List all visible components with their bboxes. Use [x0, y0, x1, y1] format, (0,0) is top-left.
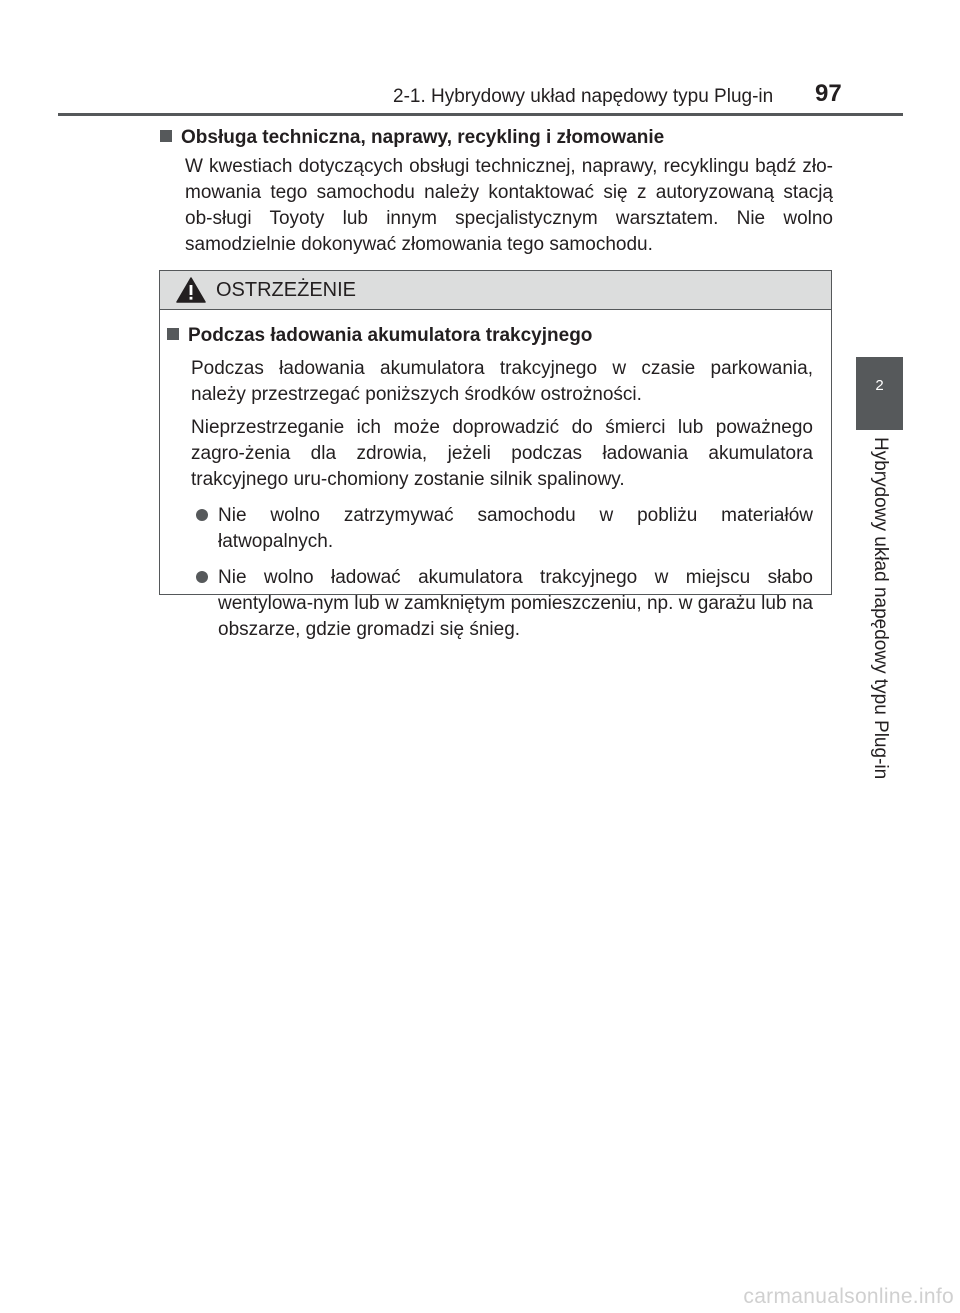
section-heading — [160, 125, 833, 151]
warning-triangle-icon — [176, 277, 206, 303]
warning-title: OSTRZEŻENIE — [216, 278, 357, 301]
warning-heading — [167, 323, 813, 349]
round-bullet-icon — [196, 571, 208, 583]
warning-paragraph: Nieprzestrzeganie ich może doprowadzić do śmierci lub poważnego zagro-żenia dla zdrowia, jeżeli podczas ładowania akumulatora trakcyjnego uru-chomiony zostanie silnik spalinowy. — [191, 417, 813, 490]
list-item-text: Nie wolno ładować akumulatora trakcyjnego w miejscu słabo wentylowa-nym lub w zamkniętym pomieszczeniu, np. w garażu lub na obszarze, gdzie gromadzi się śnieg. — [218, 567, 813, 640]
section-heading-text: Obsługa techniczna, naprawy, recykling i złomowanie — [181, 127, 665, 148]
watermark: carmanualsonline.info — [743, 1285, 954, 1308]
chapter-tab — [856, 357, 903, 430]
chapter-title: Hybrydowy układ napędowy typu Plug-in — [870, 437, 891, 780]
list-item — [196, 565, 813, 643]
warning-heading-text: Podczas ładowania akumulatora trakcyjnego — [188, 325, 593, 346]
warning-body — [160, 310, 831, 643]
header-section-title: 2-1. Hybrydowy układ napędowy typu Plug-in — [393, 86, 774, 107]
warning-paragraph: Podczas ładowania akumulatora trakcyjnego w czasie parkowania, należy przestrzegać poniższych środków ostrożności. — [191, 358, 813, 405]
chapter-number: 2 — [875, 377, 884, 394]
warning-box — [159, 270, 832, 640]
page-number: 97 — [815, 80, 842, 107]
warning-header — [160, 271, 831, 310]
section-paragraph: W kwestiach dotyczących obsługi technicznej, naprawy, recyklingu bądź zło-mowania tego samochodu należy kontaktować się z autoryzowaną stacją ob-sługi Toyoty lub innym specjalistycznym warsztatem. Nie wolno samodzielnie dokonywać złomowania tego samochodu. — [185, 156, 833, 255]
header-divider — [58, 113, 903, 116]
list-item — [196, 503, 813, 555]
round-bullet-icon — [196, 509, 208, 521]
square-bullet-icon — [160, 130, 172, 142]
list-item-text: Nie wolno zatrzymywać samochodu w pobliżu materiałów łatwopalnych. — [218, 505, 813, 552]
maintenance-section — [160, 125, 833, 258]
square-bullet-icon — [167, 328, 179, 340]
chapter-side-title — [862, 437, 898, 780]
